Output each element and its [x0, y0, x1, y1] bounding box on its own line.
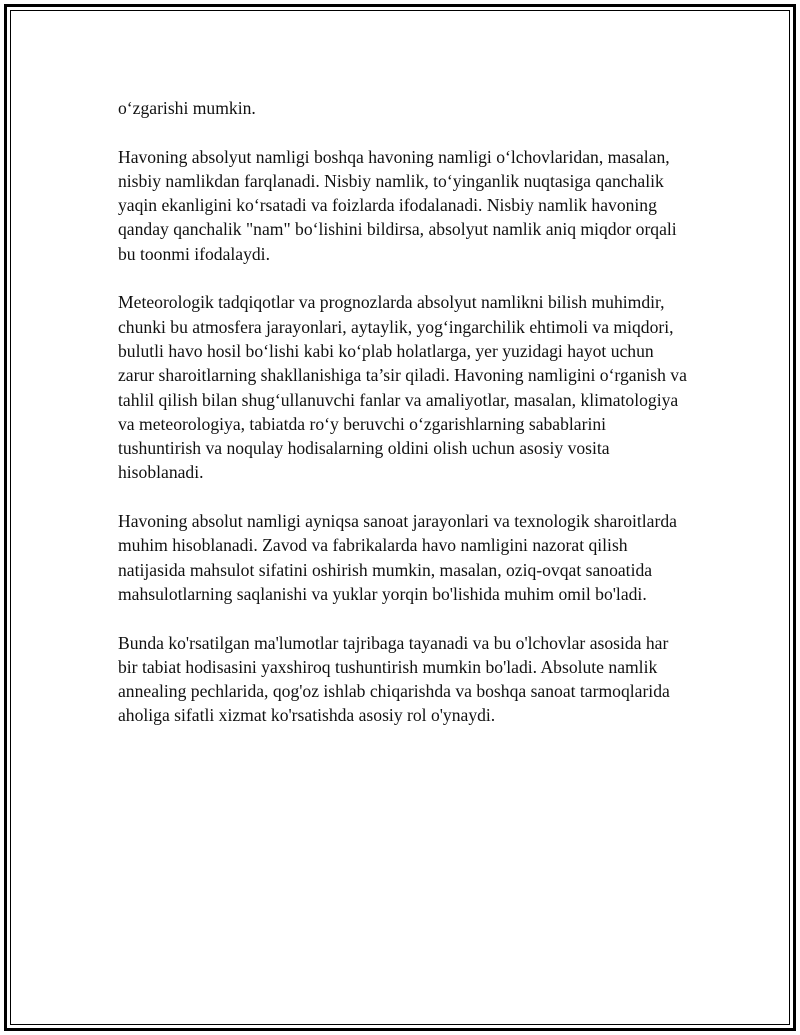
paragraph-industrial-importance: Havoning absolut namligi ayniqsa sanoat jarayonlari va texnologik sharoitlarda muhim hisoblanadi. Zavod va fabrikalarda havo namligini nazorat qilish natijasida mahsulot sifatini oshirish mumkin, masalan, oziq-ovqat sanoatida mahsulotlarning saqlanishi va yuklar yorqin bo'lishida muhim omil bo'ladi. — [118, 511, 677, 604]
paragraph-practical-applications: Bunda ko'rsatilgan ma'lumotlar tajribaga tayanadi va bu o'lchovlar asosida har bir tabiat hodisasini yaxshiroq tushuntirish mumkin bo'ladi. Absolute namlik annealing pechlarida, qog'oz ishlab chiqarishda va boshqa sanoat tarmoqlarida aholiga sifatli xizmat ko'rsatishda asosiy rol o'ynaydi. — [118, 632, 670, 726]
paragraph-meteorology-importance: Meteorologik tadqiqotlar va prognozlarda absolyut namlikni bilish muhimdir, chunki bu atmosfera jarayonlari, aytaylik, yog‘ingarchilik ehtimoli va miqdori, bulutli havo hosil bo‘lishi kabi ko‘plab holatlarga, yer yuzidagi hayot uchun zarur sharoitlarning shakllanishiga ta’sir qiladi. Havoning namligini o‘rganish va tahlil qilish bilan shug‘ullanuvchi fanlar va amaliyotlar, masalan, klimatologiya va meteorologiya, tabiatda ro‘y beruvchi o‘zgarishlarning sabablarini tushuntirish va noqulay hodisalarning oldini olish uchun asosiy vosita hisoblanadi. — [118, 292, 687, 483]
paragraph-absolute-vs-relative-humidity: Havoning absolyut namligi boshqa havoning namligi o‘lchovlaridan, masalan, nisbiy namlikdan farqlanadi. Nisbiy namlik, to‘yinganlik nuqtasiga qanchalik yaqin ekanligini ko‘rsatadi va foizlarda ifodalanadi. Nisbiy namlik havoning qanday qanchalik "nam" bo‘lishini bildirsa, absolyut namlik aniq miqdor orqali bu toonmi ifodalaydi. — [118, 146, 677, 264]
document-body — [118, 96, 690, 752]
document-page — [4, 4, 796, 1031]
paragraph-continuation: o‘zgarishi mumkin. — [118, 98, 256, 118]
